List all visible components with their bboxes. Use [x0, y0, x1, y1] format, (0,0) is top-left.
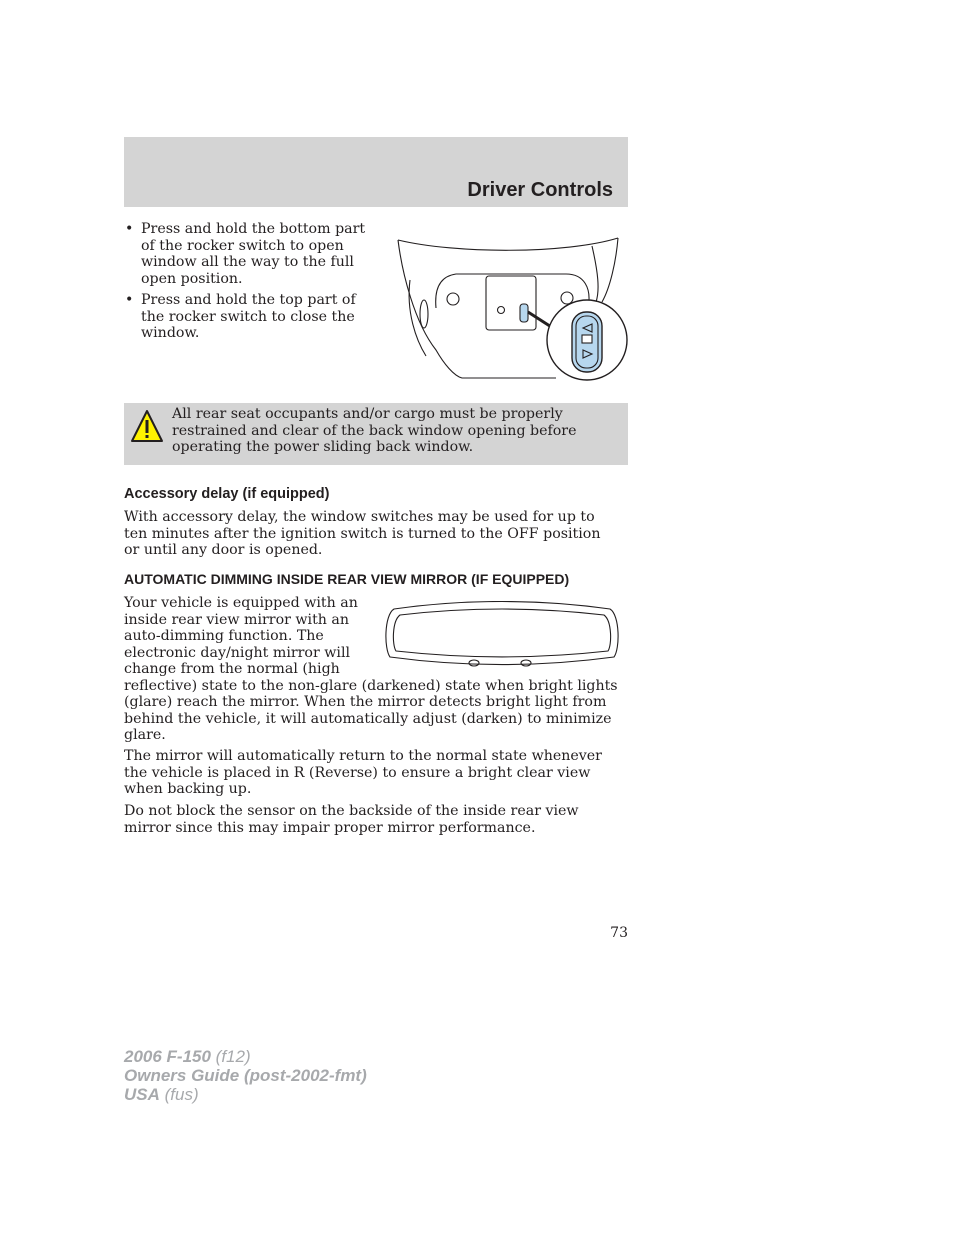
mirror-paragraph-2: The mirror will automatically return to the normal state whenever the vehicle is placed in R (Reverse) to ensure a bright clear view when backing up. [124, 748, 602, 797]
list-item [124, 292, 380, 342]
footer-market-code: (fus) [159, 1085, 199, 1104]
rear-view-mirror-illustration [384, 601, 620, 673]
accessory-delay-heading: Accessory delay (if equipped) [124, 486, 330, 502]
mirror-heading: AUTOMATIC DIMMING INSIDE REAR VIEW MIRROR (IF EQUIPPED) [124, 571, 570, 587]
footer-line-2 [124, 1066, 367, 1085]
mirror-paragraph-1 [124, 595, 620, 744]
window-switch-illustration [396, 232, 630, 382]
bullet-marker: • [125, 292, 134, 308]
footer-model: 2006 F-150 [124, 1047, 211, 1066]
footer-guide: Owners Guide (post-2002-fmt) [124, 1066, 367, 1085]
footer-market: USA [124, 1085, 160, 1104]
bullet-list [124, 221, 380, 347]
footer-model-code: (f12) [210, 1047, 251, 1066]
page-number: 73 [610, 925, 628, 941]
footer-line-1 [124, 1047, 367, 1066]
document-footer [124, 1047, 367, 1104]
list-item [124, 221, 380, 287]
bullet-text: Press and hold the top part of the rocker switch to close the window. [141, 292, 356, 341]
mirror-paragraph-3: Do not block the sensor on the backside of the inside rear view mirror since this may impair proper mirror performance. [124, 803, 579, 836]
warning-text: All rear seat occupants and/or cargo must be properly restrained and clear of the back window opening before operating the power sliding back window. [172, 406, 577, 455]
accessory-delay-text: With accessory delay, the window switches may be used for up to ten minutes after the ignition switch is turned to the OFF position or until any door is opened. [124, 509, 601, 558]
mirror-paragraph-1-text: Your vehicle is equipped with an inside rear view mirror with an auto-dimming function. The electronic day/night mirror will change from the normal (high reflective) state to the non-glare (darkened) state when bright lights (glare) reach the mirror. When the mirror detects bright light from behind the vehicle, it will automatically adjust (darken) to minimize glare. [124, 595, 618, 743]
footer-line-3 [124, 1085, 367, 1104]
bullet-text: Press and hold the bottom part of the rocker switch to open window all the way to the full open position. [141, 221, 366, 287]
warning-box [124, 403, 628, 465]
warning-triangle-icon [130, 409, 164, 445]
section-title: Driver Controls [467, 179, 613, 201]
bullet-marker: • [125, 221, 134, 237]
section-header-band [124, 137, 628, 207]
